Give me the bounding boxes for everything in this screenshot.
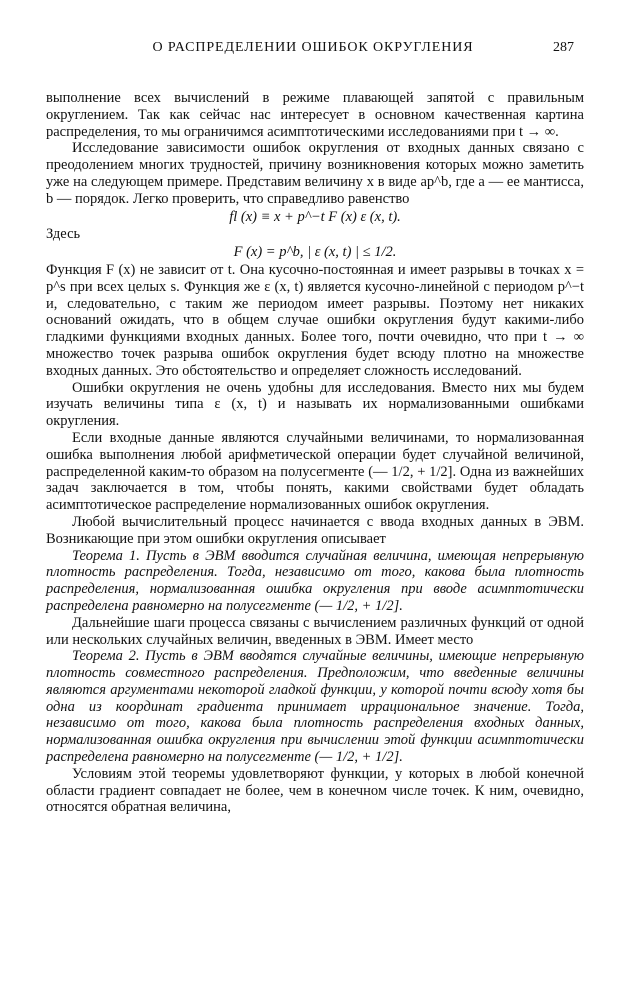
paragraph-3: Функция F (x) не зависит от t. Она кусочно-постоянная и имеет разрывы в точках x = p^s при всех целых s. Функция же ε (x, t) является кусочно-линейной с периодом p^−t и, следовательно, с таким же периодом имеет разрывы. Поэтому нет никаких оснований ожидать, что в общем случае ошибки округления будут какими-либо гладкими функциями входных данных. Более того, почти очевидно, что при t → ∞ множество точек разрыва ошибок округления будет всюду плотно на множестве входных данных. Это обстоятельство и определяет сложность исследований. <box>46 261 584 379</box>
page-number: 287 <box>553 40 574 55</box>
paragraph-5: Если входные данные являются случайными величинами, то нормализованная ошибка выполнения любой арифметической операции будет случайной величиной, распределенной каким-то образом на полусегменте (— 1/2, + 1/2]. Одна из важнейших задач заключается в том, чтобы понять, какими свойствами будет обладать асимптотическое распределение нормализованных ошибок округления. <box>46 429 584 514</box>
theorem-1: Теорема 1. Пусть в ЭВМ вводится случайная величина, имеющая непрерывную плотность распределения. Тогда, независимо от того, какова была плотность распределения, нормализованная ошибка округления при вводе асимптотически распределена равномерно на полусегменте (— 1/2, + 1/2]. <box>46 547 584 614</box>
paragraph-6: Любой вычислительный процесс начинается с ввода входных данных в ЭВМ. Возникающие при этом ошибки округления описывает <box>46 513 584 547</box>
label-zdes: Здесь <box>46 226 81 243</box>
body-text <box>46 90 584 816</box>
paragraph-7: Дальнейшие шаги процесса связаны с вычислением различных функций от одной или нескольких случайных величин, введенных в ЭВМ. Имеет место <box>46 614 584 648</box>
formula-fl: fl (x) ≡ x + p^−t F (x) ε (x, t). <box>229 208 401 225</box>
paragraph-1: выполнение всех вычислений в режиме плавающей запятой с правильным округлением. Так как сейчас нас интересует в основном качественная картина распределения, то мы ограничимся асимптотическими исследованиями при t → ∞. <box>46 90 584 140</box>
paragraph-2: Исследование зависимости ошибок округления от входных данных связано с преодолением многих трудностей, причину возникновения которых можно заметить уже на следующем примере. Представим величину x в виде ap^b, где a — ее мантисса, b — порядок. Легко проверить, что справедливо равенство <box>46 140 584 207</box>
theorem-2: Теорема 2. Пусть в ЭВМ вводятся случайные величины, имеющие непрерывную плотность совместного распределения. Предположим, что введенные величины являются аргументами некоторой гладкой функции, у которой почти всюду хотя бы одна из координат градиента принимает иррациональное значение. Тогда, независимо от того, какова была плотность распределения входных данных, нормализованная ошибка округления при вычислении этой функции асимптотически распределена равномерно на полусегменте (— 1/2, + 1/2]. <box>46 648 584 766</box>
running-title: О РАСПРЕДЕЛЕНИИ ОШИБОК ОКРУГЛЕНИЯ <box>152 40 474 55</box>
formula-F: F (x) = p^b, | ε (x, t) | ≤ 1/2. <box>233 244 397 261</box>
paragraph-4: Ошибки округления не очень удобны для исследования. Вместо них мы будем изучать величины типа ε (x, t) и называть их нормализованными ошибками округления. <box>46 379 584 430</box>
paragraph-8: Условиям этой теоремы удовлетворяют функции, у которых в любой конечной области градиент совпадает не более, чем в конечном числе точек. К ним, очевидно, относятся обратная величина, <box>46 765 584 816</box>
